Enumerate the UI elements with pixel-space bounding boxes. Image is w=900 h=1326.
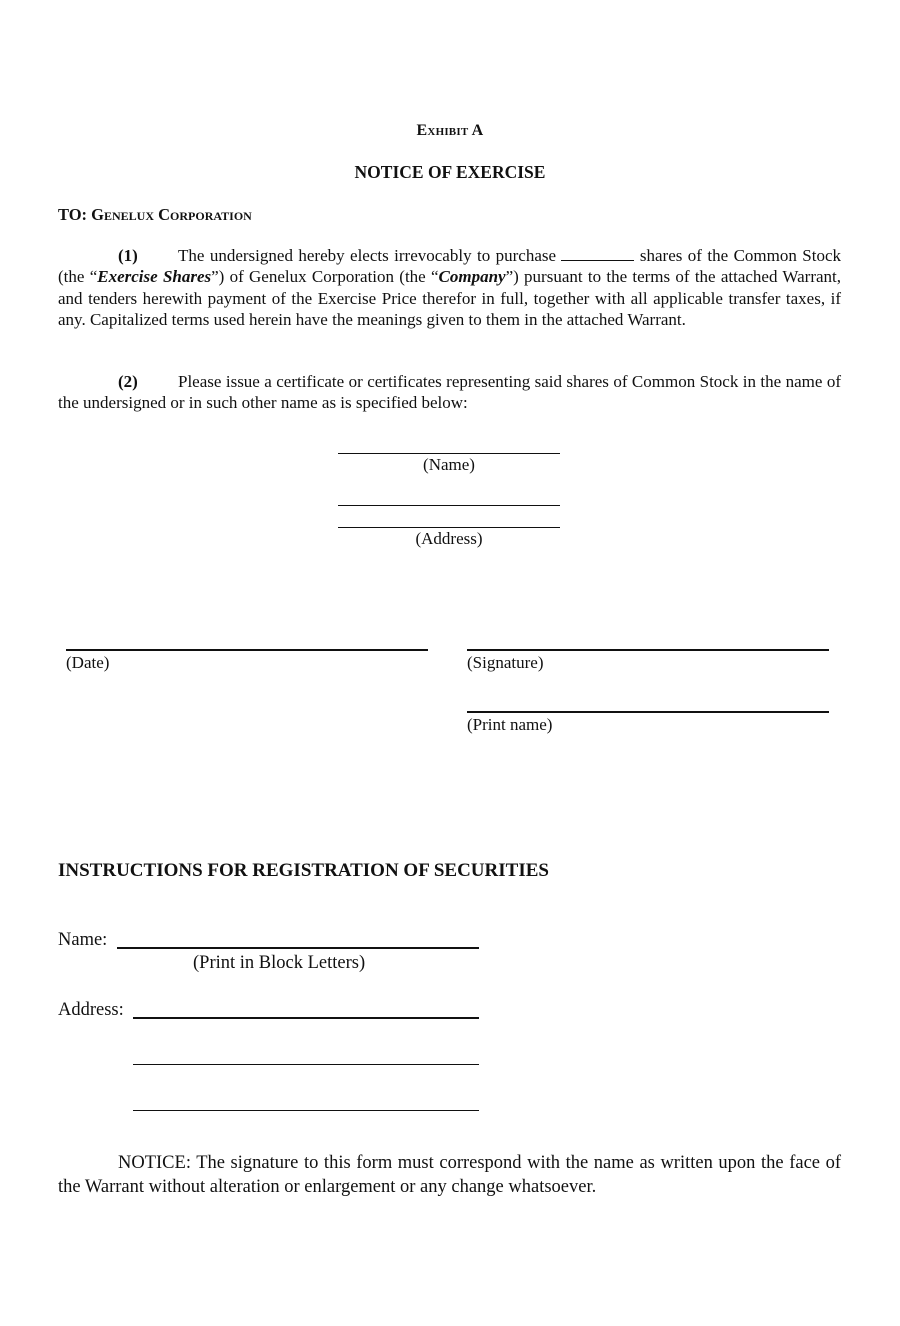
paragraph-1-text-a: The undersigned hereby elects irrevocably to purchase (178, 246, 557, 265)
issue-address-line-1[interactable] (338, 505, 560, 506)
term-exercise-shares: Exercise Shares (97, 267, 212, 287)
registration-name-hint: (Print in Block Letters) (193, 953, 366, 973)
date-line[interactable] (66, 649, 428, 651)
paragraph-1-number: (1) (118, 246, 138, 265)
paragraph-1-text-d: ”) pursuant to the terms of the attached Warrant, and tenders herewith payment of the Exercise Price therefor in full, together with all applicable transfer taxes, if any. Capitalized terms used herein have the meanings given to them in the attached Warrant. (58, 267, 842, 329)
issue-name-line[interactable] (338, 453, 560, 454)
instructions-heading: INSTRUCTIONS FOR REGISTRATION OF SECURITIES (58, 860, 549, 881)
paragraph-1-text-b: shares of the Common Stock (the “ (58, 246, 841, 287)
paragraph-2 (58, 371, 841, 414)
paragraph-2-number: (2) (118, 372, 138, 391)
print-name-caption: (Print name) (467, 715, 553, 734)
shares-blank[interactable] (561, 246, 634, 261)
issue-address-caption: (Address) (415, 529, 483, 548)
registration-address-label: Address: (58, 1000, 124, 1020)
exhibit-title: Exhibit A (416, 122, 484, 139)
paragraph-1-text-c: ”) of Genelux Corporation (the “ (211, 267, 439, 287)
registration-address-field-2[interactable] (133, 1064, 479, 1065)
registration-name-label: Name: (58, 930, 108, 950)
date-caption: (Date) (66, 653, 110, 672)
term-company: Company (438, 267, 506, 287)
notice-paragraph (58, 1152, 841, 1199)
registration-address-field-1[interactable] (133, 1017, 479, 1019)
paragraph-2-text: Please issue a certificate or certificates representing said shares of Common Stock in the name of the undersigned or in such other name as is specified below: (58, 372, 841, 413)
notice-text: NOTICE: The signature to this form must correspond with the name as written upon the face of the Warrant without alteration or enlargement or any change whatsoever. (58, 1153, 841, 1197)
issue-address-line-2[interactable] (338, 527, 560, 528)
to-line (58, 205, 252, 225)
print-name-line[interactable] (467, 711, 829, 713)
page-title: NOTICE OF EXERCISE (354, 162, 546, 182)
registration-name-field[interactable] (117, 947, 479, 949)
issue-name-caption: (Name) (423, 455, 475, 474)
to-label: TO: (58, 205, 88, 224)
signature-caption: (Signature) (467, 653, 544, 672)
signature-line[interactable] (467, 649, 829, 651)
registration-address-field-3[interactable] (133, 1110, 479, 1111)
recipient-name: Genelux Corporation (91, 205, 252, 224)
paragraph-1 (58, 245, 841, 330)
